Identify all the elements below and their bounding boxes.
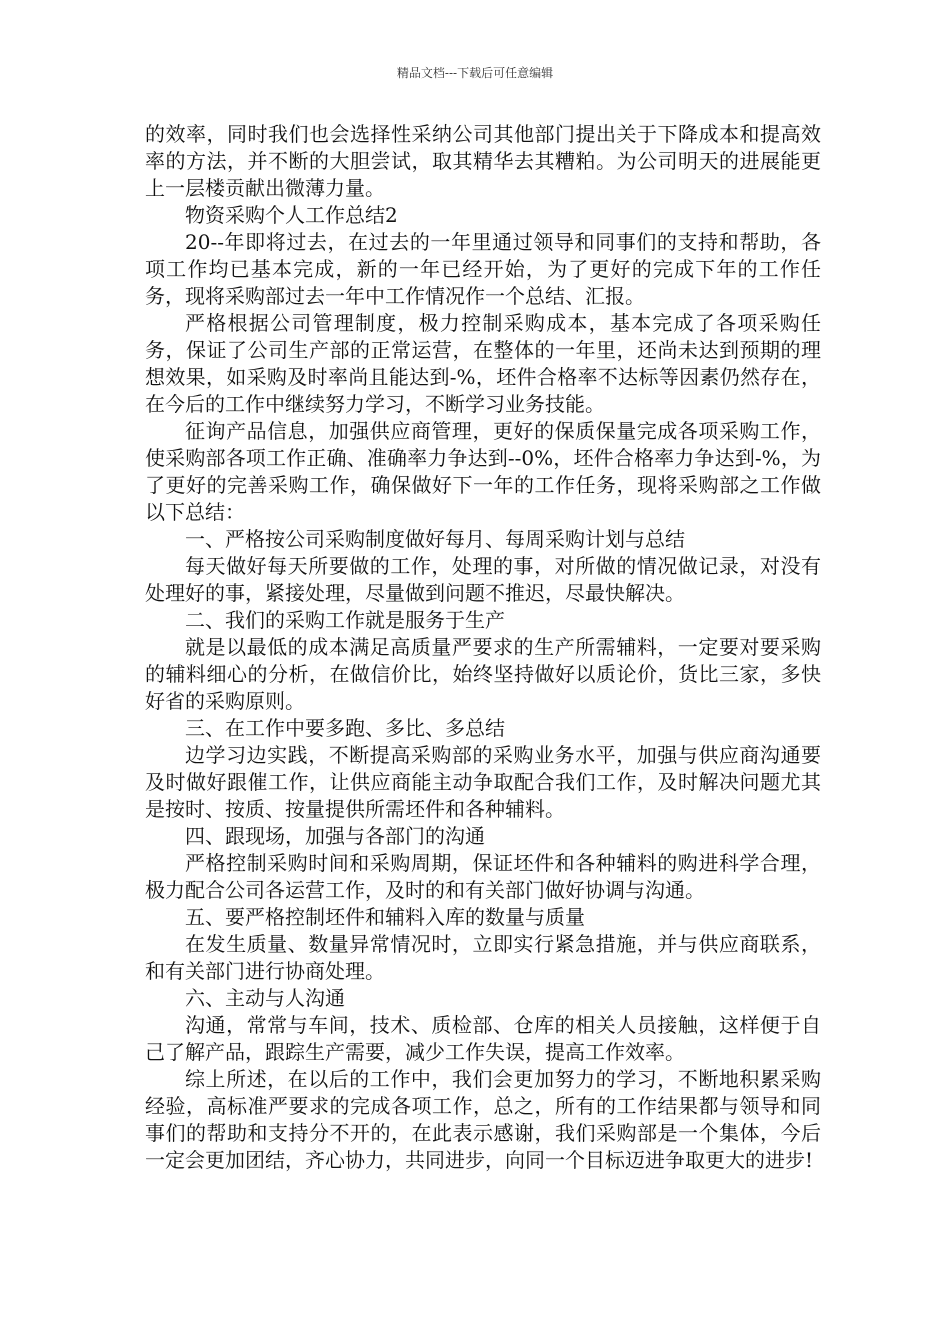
paragraph: 严格根据公司管理制度，极力控制采购成本，基本完成了各项采购任务，保证了公司生产部的正常运营，在整体的一年里，还尚未达到预期的理想效果，如采购及时率尚且能达到-%，坯件合格率不达标等因素仍然存在，在今后的工作中继续努力学习，不断学习业务技能。 [145, 311, 821, 416]
paragraph: 就是以最低的成本满足高质量严要求的生产所需辅料，一定要对要采购的辅料细心的分析，在做信价比，始终坚持做好以质论价，货比三家，多快好省的采购原则。 [145, 635, 821, 713]
paragraph: 20--年即将过去，在过去的一年里通过领导和同事们的支持和帮助，各项工作均已基本完成，新的一年已经开始，为了更好的完成下年的工作任务，现将采购部过去一年中工作情况作一个总结、汇报。 [145, 230, 821, 308]
subheading: 四、跟现场，加强与各部门的沟通 [185, 824, 485, 848]
subheading: 三、在工作中要多跑、多比、多总结 [185, 716, 505, 740]
subheading: 一、严格按公司采购制度做好每月、每周采购计划与总结 [185, 527, 685, 551]
document-body [145, 121, 821, 1174]
paragraph-continued: 的效率，同时我们也会选择性采纳公司其他部门提出关于下降成本和提高效率的方法，并不断的大胆尝试，取其精华去其糟粕。为公司明天的进展能更上一层楼贡献出微薄力量。 [145, 122, 821, 200]
subheading: 五、要严格控制坯件和辅料入库的数量与质量 [185, 905, 585, 929]
paragraph: 沟通，常常与车间，技术、质检部、仓库的相关人员接触，这样便于自己了解产品，跟踪生产需要，减少工作失误，提高工作效率。 [145, 1013, 821, 1064]
paragraph: 每天做好每天所要做的工作，处理的事，对所做的情况做记录，对没有处理好的事，紧接处理，尽量做到问题不推迟，尽最快解决。 [145, 554, 821, 605]
paragraph-conclusion: 综上所述，在以后的工作中，我们会更加努力的学习，不断地积累采购经验，高标准严要求的完成各项工作，总之，所有的工作结果都与领导和同事们的帮助和支持分不开的，在此表示感谢，我们采购部是一个集体，今后一定会更加团结，齐心协力，共同进步，向同一个目标迈进争取更大的进步! [145, 1067, 821, 1172]
subheading: 二、我们的采购工作就是服务于生产 [185, 608, 505, 632]
paragraph: 在发生质量、数量异常情况时，立即实行紧急措施，并与供应商联系，和有关部门进行协商处理。 [145, 932, 821, 983]
paragraph: 严格控制采购时间和采购周期，保证坯件和各种辅料的购进科学合理，极力配合公司各运营工作，及时的和有关部门做好协调与沟通。 [145, 851, 821, 902]
subheading: 六、主动与人沟通 [185, 986, 345, 1010]
paragraph: 边学习边实践，不断提高采购部的采购业务水平，加强与供应商沟通要及时做好跟催工作，让供应商能主动争取配合我们工作，及时解决问题尤其是按时、按质、按量提供所需坯件和各种辅料。 [145, 743, 821, 821]
page-header: 精品文档---下载后可任意编辑 [396, 66, 554, 80]
section-title: 物资采购个人工作总结2 [185, 203, 398, 227]
paragraph: 征询产品信息，加强供应商管理，更好的保质保量完成各项采购工作，使采购部各项工作正确、准确率力争达到--0%，坯件合格率力争达到-%，为了更好的完善采购工作，确保做好下一年的工作任务，现将采购部之工作做以下总结： [145, 419, 821, 524]
